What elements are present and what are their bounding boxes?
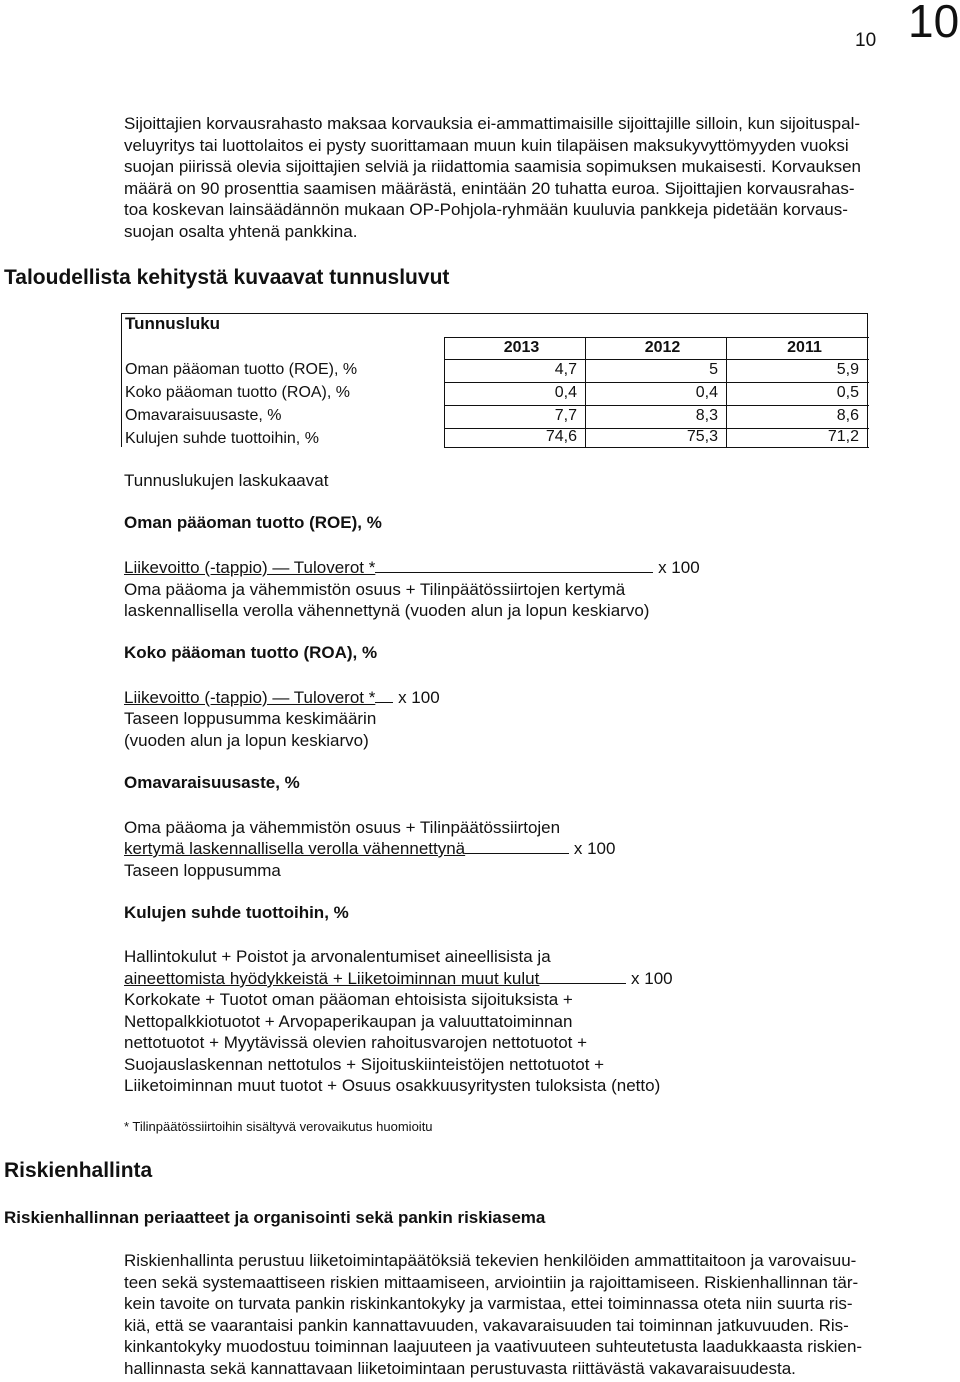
table-cell: 5: [709, 361, 718, 378]
roe-heading: Oman pääoman tuotto (ROE), %: [124, 513, 382, 532]
roa-numerator: Liikevoitto (-tappio) — Tuloverot *: [124, 688, 376, 707]
section-heading-key-figures: Taloudellista kehitystä kuvaavat tunnusluvut: [4, 266, 450, 289]
cost-income-denominator: Korkokate + Tuotot oman pääoman ehtoisista sijoituksista +: [124, 990, 573, 1009]
roa-numerator-line: [124, 687, 440, 709]
text-line: Riskienhallinta perustuu liiketoimintapäätöksiä tekevien henkilöiden ammattitaitoon ja varovaisuu-: [124, 1251, 857, 1270]
cost-income-heading: Kulujen suhde tuottoihin, %: [124, 903, 349, 922]
text-line: teen sekä systemaattiseen riskien mittaamiseen, arviointiin ja rajoittamiseen. Riskienhallinnan tär-: [124, 1272, 859, 1292]
roe-numerator: Liikevoitto (-tappio) — Tuloverot *: [124, 558, 376, 577]
footnote: * Tilinpäätössiirtoihin sisältyvä verovaikutus huomioitu: [124, 1119, 433, 1134]
text-line: määrä on 90 prosenttia saamisen määrästä, enintään 20 tuhatta euroa. Sijoittajien korvausrahas-: [124, 178, 855, 198]
text-line: Sijoittajien korvausrahasto maksaa korvauksia ei-ammattimaisille sijoittajille silloin, kun sijoituspal-: [124, 114, 861, 133]
key-figures-table: [121, 313, 868, 447]
roe-denominator-2: laskennallisella verolla vähennettynä (vuoden alun ja lopun keskiarvo): [124, 601, 650, 620]
table-cell: 7,7: [554, 407, 577, 424]
text-line: hallinnasta sekä kannattavaan liiketoimintaan perustuvasta riittävästä vakavaraisuudesta.: [124, 1358, 796, 1378]
cost-income-denominator: nettotuotot + Myytävissä olevien rahoitusvarojen nettotuotot +: [124, 1033, 588, 1052]
equity-numerator-line: [124, 838, 615, 860]
cost-income-denominator: Liiketoiminnan muut tuotot + Osuus osakkuusyritysten tuloksista (netto): [124, 1076, 661, 1095]
roa-multiplier: x 100: [398, 688, 440, 707]
page-number-large: 10: [908, 0, 960, 47]
equity-denominator: Taseen loppusumma: [124, 861, 281, 880]
equity-numerator-1: Oma pääoma ja vähemmistön osuus + Tilinpäätössiirtojen: [124, 818, 561, 837]
roe-multiplier: x 100: [658, 558, 700, 577]
roa-denominator-2: (vuoden alun ja lopun keskiarvo): [124, 731, 369, 750]
table-cell: 74,6: [545, 428, 577, 445]
equity-numerator-2: kertymä laskennallisella verolla vähennettynä: [124, 839, 466, 858]
table-cell: 71,2: [827, 428, 859, 445]
equity-multiplier: x 100: [573, 839, 616, 858]
equity-ratio-heading: Omavaraisuusaste, %: [124, 773, 300, 792]
text-line: suojan osalta yhtenä pankkina.: [124, 221, 358, 241]
roe-numerator-line: [124, 557, 700, 579]
values-grid: [444, 337, 869, 448]
table-cell: 0,4: [554, 384, 577, 401]
table-row-label: Oman pääoman tuotto (ROE), %: [125, 361, 358, 378]
roa-heading: Koko pääoman tuotto (ROA), %: [124, 643, 378, 662]
table-row-label: Kulujen suhde tuottoihin, %: [125, 430, 319, 447]
subsection-heading: Riskienhallinnan periaatteet ja organisointi sekä pankin riskiasema: [4, 1208, 546, 1227]
section-heading-risk: Riskienhallinta: [4, 1159, 153, 1182]
roe-denominator-1: Oma pääoma ja vähemmistön osuus + Tilinpäätössiirtojen kertymä: [124, 580, 626, 599]
text-line: suojan piirissä olevia sijoittajien selviä ja riidattomia saamisia sopimuksen mukaisesti. Korvauksen: [124, 157, 861, 176]
risk-paragraph: [124, 1250, 940, 1379]
text-line: kein tavoite on turvata pankin riskinkantokyky ja varmistaa, ettei toiminnassa oteta niin suurta ris-: [124, 1294, 853, 1313]
cost-income-numerator-1: Hallintokulut + Poistot ja arvonalentumiset aineellisista ja: [124, 947, 551, 966]
year-header: 2012: [644, 339, 681, 356]
cost-income-denominator: Nettopalkkiotuotot + Arvopaperikaupan ja valuuttatoiminnan: [124, 1012, 573, 1031]
intro-paragraph: [124, 113, 938, 242]
page-number-small: 10: [855, 30, 877, 51]
year-header: 2013: [503, 339, 540, 356]
cost-income-multiplier: x 100: [631, 969, 673, 988]
year-header: 2011: [787, 339, 822, 356]
text-line: veluyritys tai luottolaitos ei pysty suorittamaan muun kuin tilapäisen maksukyvyttömyyden vuoksi: [124, 135, 849, 155]
roa-denominator-1: Taseen loppusumma keskimäärin: [124, 709, 377, 728]
table-cell: 8,6: [836, 407, 859, 424]
cost-income-numerator-line: [124, 968, 673, 990]
table-cell: 0,4: [695, 384, 718, 401]
formulas-title: Tunnuslukujen laskukaavat: [124, 471, 329, 490]
table-cell: 0,5: [836, 384, 859, 401]
text-line: kiä, että se vaarantaisi pankin kannattavuuden, vakavaraisuuden tai toiminnan jatkuvuuden. Ris-: [124, 1315, 849, 1335]
text-line: toa koskevan lainsäädännön mukaan OP-Pohjola-ryhmään kuuluvia pankkeja pidetään korvaus-: [124, 200, 848, 219]
cost-income-denominator: Suojauslaskennan nettotulos + Sijoituskiinteistöjen nettotuotot +: [124, 1055, 605, 1074]
text-line: kinkantokyky muodostuu toiminnan laajuuteen ja vaativuuteen suhteutetusta laadukkaasta riskien-: [124, 1337, 863, 1356]
table-cell: 8,3: [695, 407, 718, 424]
table-row-label: Omavaraisuusaste, %: [125, 407, 282, 424]
table-cell: 4,7: [554, 361, 577, 378]
table-cell: 5,9: [836, 361, 859, 378]
table-cell: 75,3: [686, 428, 718, 445]
cost-income-numerator-2: aineettomista hyödykkeistä + Liiketoiminnan muut kulut: [124, 969, 540, 988]
table-row-label: Koko pääoman tuotto (ROA), %: [125, 384, 350, 401]
table-header-label: Tunnusluku: [125, 314, 221, 333]
